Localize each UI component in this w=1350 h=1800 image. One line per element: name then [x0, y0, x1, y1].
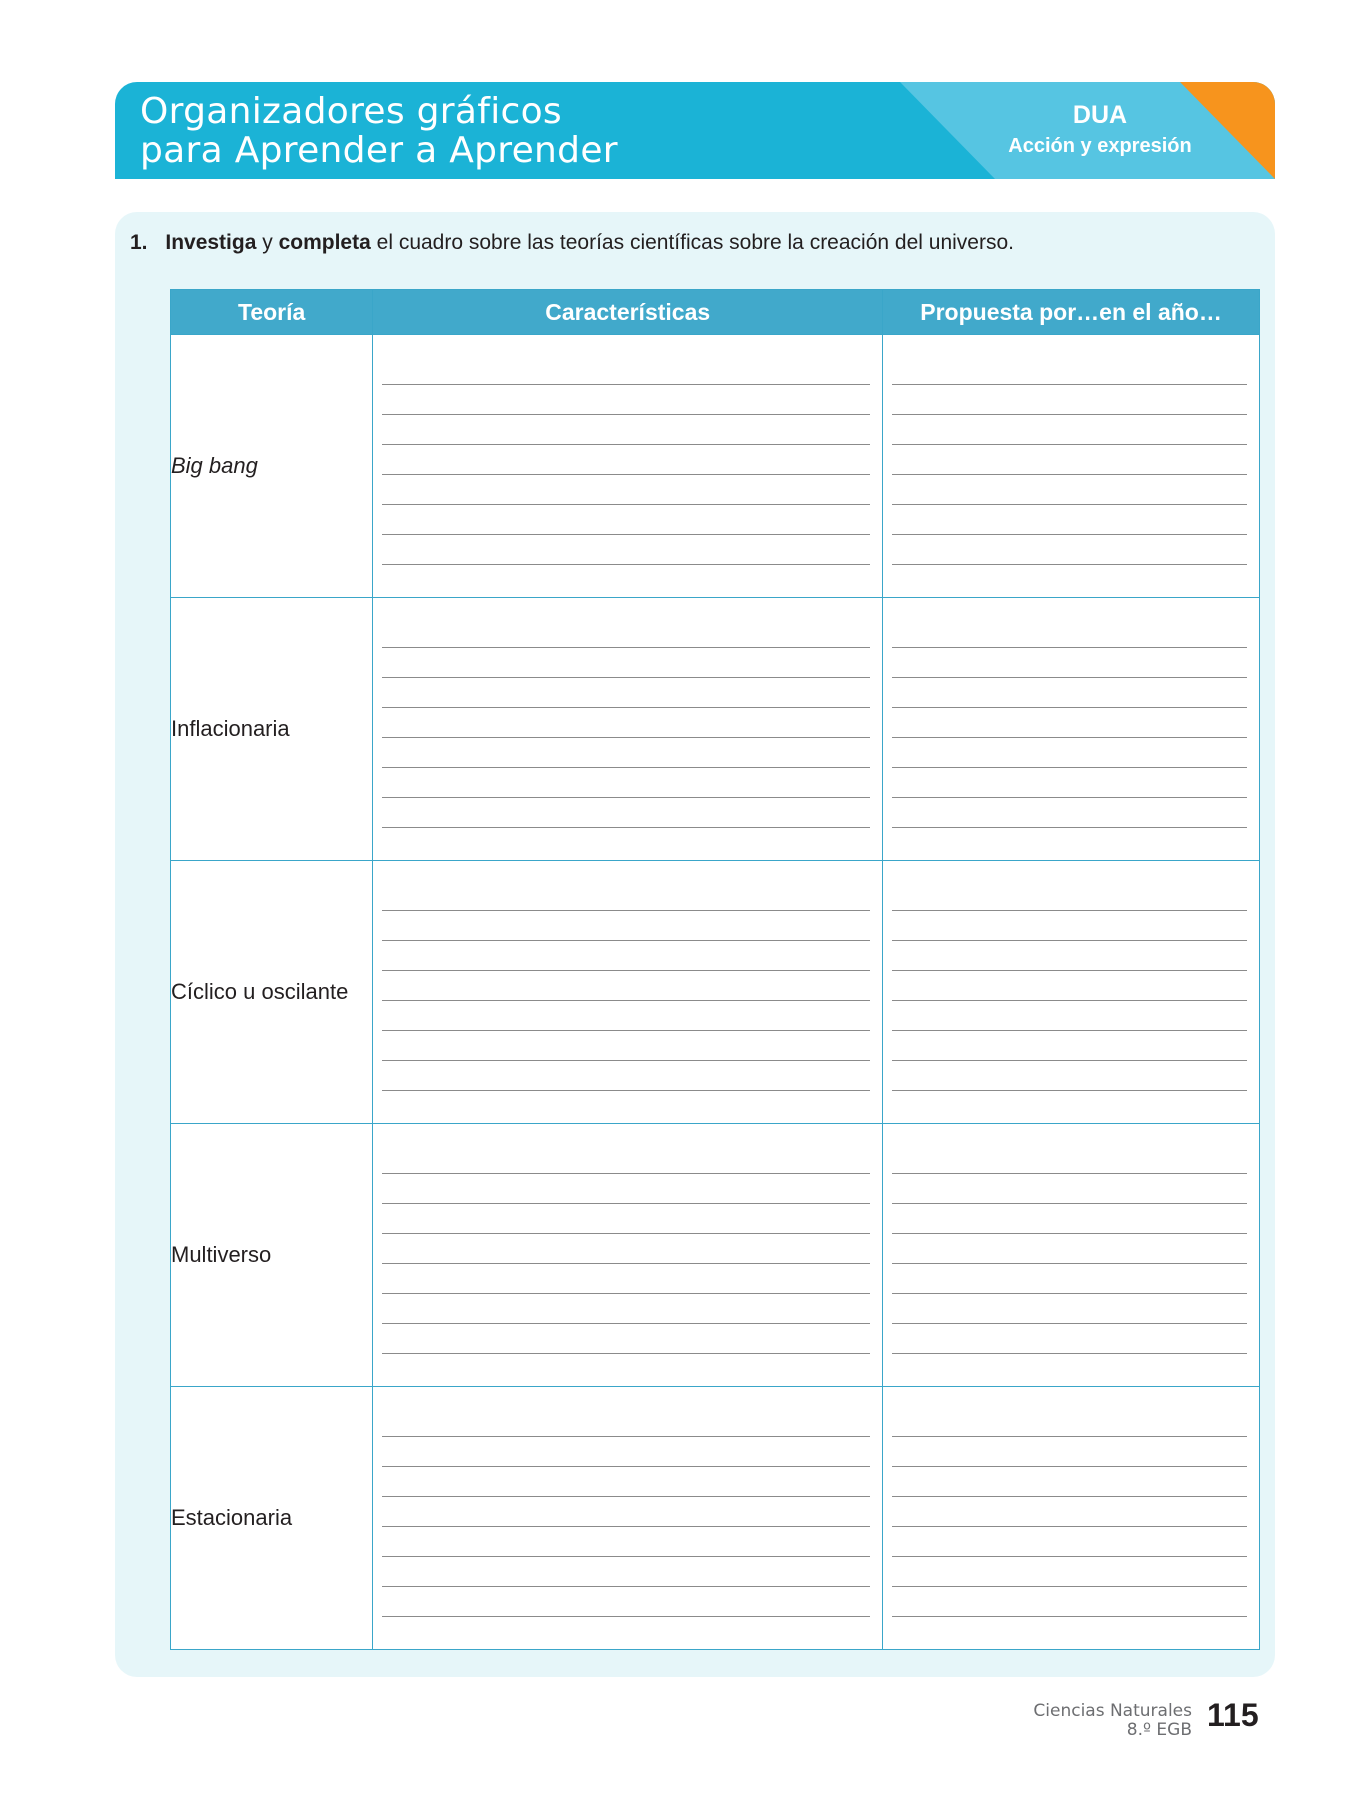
proposer-year-answer-area[interactable]: [883, 335, 1260, 598]
proposer-year-answer-area[interactable]: [883, 1387, 1260, 1650]
writing-lines[interactable]: [883, 861, 1259, 1123]
writing-lines[interactable]: [373, 1124, 882, 1386]
table-row: [171, 598, 1260, 861]
table-header-row: [171, 290, 1260, 335]
instruction-verb-investiga: Investiga: [165, 231, 257, 254]
section-banner: [115, 82, 1275, 179]
theory-name: Cíclico u oscilante: [171, 861, 373, 1124]
dua-badge-title: DUA: [1072, 101, 1128, 129]
header-teoria: Teoría: [171, 290, 373, 335]
writing-lines[interactable]: [373, 335, 882, 597]
writing-lines[interactable]: [883, 598, 1259, 860]
theory-name: Estacionaria: [171, 1387, 373, 1650]
table-row: [171, 1124, 1260, 1387]
proposer-year-answer-area[interactable]: [883, 1124, 1260, 1387]
characteristics-answer-area[interactable]: [373, 1124, 883, 1387]
activity-instruction: [130, 229, 1260, 257]
writing-lines[interactable]: [373, 1387, 882, 1649]
instruction-text: el cuadro sobre las teorías científicas sobre la creación del universo.: [376, 231, 1014, 254]
table-row: [171, 861, 1260, 1124]
table-row: [171, 1387, 1260, 1650]
activity-number: 1.: [130, 231, 148, 254]
header-propuesta: Propuesta por…en el año…: [883, 290, 1260, 335]
characteristics-answer-area[interactable]: [373, 861, 883, 1124]
theory-name: Multiverso: [171, 1124, 373, 1387]
header-caracteristicas: Características: [373, 290, 883, 335]
instruction-connector: y: [262, 231, 273, 254]
page-number: 115: [1207, 1697, 1259, 1733]
section-title: [140, 92, 618, 170]
theories-table: [170, 289, 1260, 1650]
characteristics-answer-area[interactable]: [373, 598, 883, 861]
footer-subject: [1033, 1702, 1192, 1740]
characteristics-answer-area[interactable]: [373, 1387, 883, 1650]
characteristics-answer-area[interactable]: [373, 335, 883, 598]
footer-grade: 8.º EGB: [1126, 1720, 1192, 1740]
table-row: [171, 335, 1260, 598]
writing-lines[interactable]: [883, 1387, 1259, 1649]
writing-lines[interactable]: [373, 598, 882, 860]
activity-panel: [115, 212, 1275, 1677]
instruction-verb-completa: completa: [278, 231, 371, 254]
footer-subject-name: Ciencias Naturales: [1033, 1701, 1192, 1721]
writing-lines[interactable]: [883, 335, 1259, 597]
proposer-year-answer-area[interactable]: [883, 598, 1260, 861]
section-title-line1: Organizadores gráficos: [140, 91, 562, 132]
writing-lines[interactable]: [883, 1124, 1259, 1386]
theory-name: Big bang: [171, 335, 373, 598]
proposer-year-answer-area[interactable]: [883, 861, 1260, 1124]
section-title-line2: para Aprender a Aprender: [140, 130, 618, 171]
dua-badge-subtitle: Acción y expresión: [1008, 135, 1192, 157]
writing-lines[interactable]: [373, 861, 882, 1123]
theory-name: Inflacionaria: [171, 598, 373, 861]
